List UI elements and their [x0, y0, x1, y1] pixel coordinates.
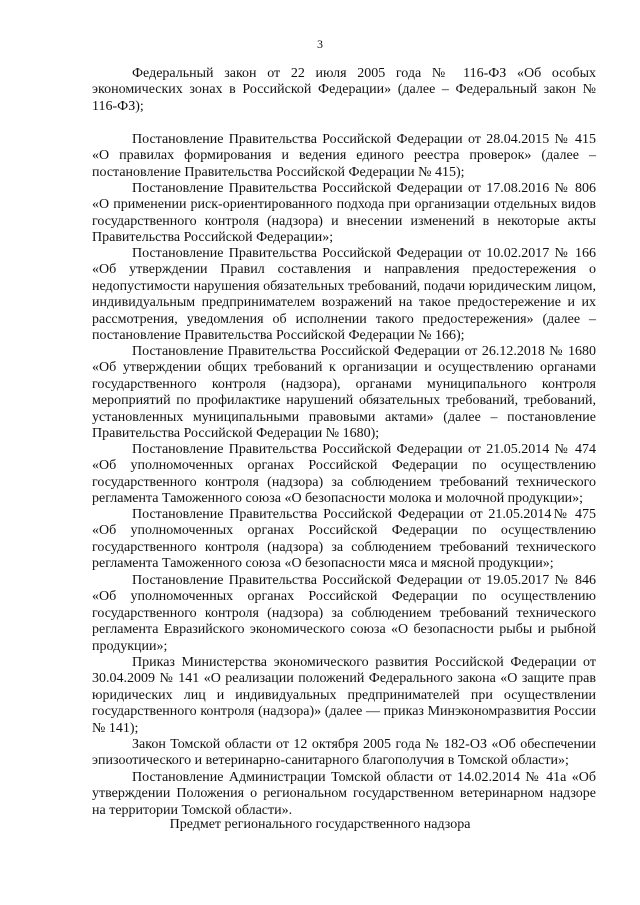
page-number: 3 — [317, 37, 323, 51]
paragraph-tomsk-resolution-41a: Постановление Администрации Томской области от 14.02.2014 № 41а «Об утверждении Положения о региональном государственном ветеринарном надзоре на территории Томской области». — [92, 770, 596, 818]
paragraph-resolution-1680: Постановление Правительства Российской Федерации от 26.12.2018 № 1680 «Об утверждении общих требований к организации и осуществлению органами государственного контроля (надзора), органами муниципального контроля мероприятий по профилактике нарушений обязательных требований, требований, установленных муниципальными правовыми актами» (далее – постановление Правительства Российской Федерации № 1680); — [92, 344, 596, 442]
paragraph-resolution-166: Постановление Правительства Российской Федерации от 10.02.2017 № 166 «Об утверждении Правил составления и направления предостережения о недопустимости нарушения обязательных требований, подачи юридическим лицом, индивидуальным предпринимателем возражений на такое предостережение и их рассмотрения, уведомления об исполнении такого предостережения» (далее – постановление Правительства Российской Федерации № 166); — [92, 246, 596, 344]
paragraph-resolution-806: Постановление Правительства Российской Федерации от 17.08.2016 № 806 «О применении риск-ориентированного подхода при организации отдельных видов государственного контроля (надзора) и внесении изменений в некоторые акты Правительства Российской Федерации»; — [92, 181, 596, 246]
paragraph-resolution-415: Постановление Правительства Российской Федерации от 28.04.2015 № 415 «О правилах формирования и ведения единого реестра проверок» (далее – постановление Правительства Российской Федерации № 415); — [92, 132, 596, 180]
paragraph-tomsk-law-182: Закон Томской области от 12 октября 2005 года № 182-ОЗ «Об обеспечении эпизоотического и ветеринарно-санитарного благополучия в Томской области»; — [92, 737, 596, 769]
paragraph-order-141: Приказ Министерства экономического развития Российской Федерации от 30.04.2009 № 141 «О реализации положений Федерального закона «О защите прав юридических лиц и индивидуальных предпринимателей при осуществлении государственного контроля (надзора)» (далее — приказ Минэкономразвития России № 141); — [92, 655, 596, 736]
paragraph-federal-law-116: Федеральный закон от 22 июля 2005 года № 116-ФЗ «Об особых экономических зонах в Российской Федерации» (далее – Федеральный закон № 116-ФЗ); — [92, 66, 596, 114]
paragraph-resolution-474: Постановление Правительства Российской Федерации от 21.05.2014 № 474 «Об уполномоченных органах Российской Федерации по осуществлению государственного контроля (надзора) за соблюдением требований технического регламента Таможенного союза «О безопасности молока и молочной продукции»; — [92, 442, 596, 507]
paragraph-resolution-846: Постановление Правительства Российской Федерации от 19.05.2017 № 846 «Об уполномоченных органах Российской Федерации по осуществлению государственного контроля (надзора) за соблюдением требований технического регламента Евразийского экономического союза «О безопасности рыбы и рыбной продукции»; — [92, 573, 596, 654]
section-heading: Предмет регионального государственного надзора — [169, 817, 471, 832]
paragraph-resolution-475: Постановление Правительства Российской Федерации от 21.05.2014№ 475 «Об уполномоченных органах Российской Федерации по осуществлению государственного контроля (надзора) за соблюдением требований технического регламента Таможенного союза «О безопасности мяса и мясной продукции»; — [92, 507, 596, 572]
